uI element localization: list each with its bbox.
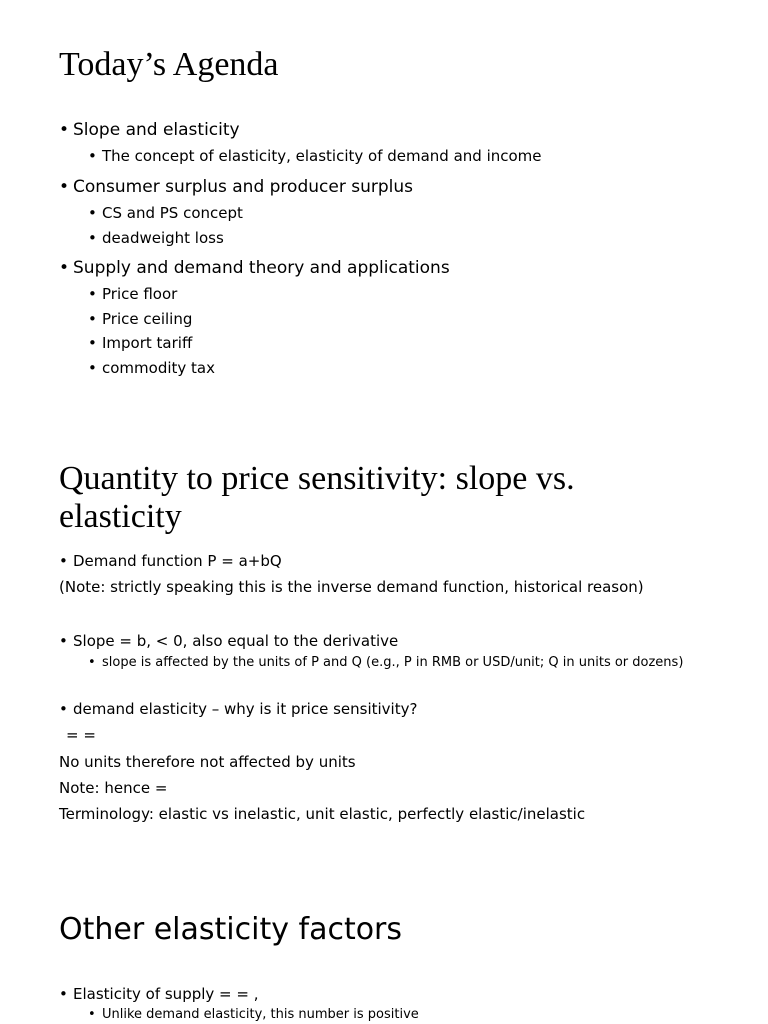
inverse-demand-note: (Note: strictly speaking this is the inverse demand function, historical reason) — [59, 578, 644, 596]
supply-elasticity-item: • Elasticity of supply = = , — [59, 985, 259, 1003]
agenda-title: Today’s Agenda — [59, 46, 279, 83]
bullet-icon: • — [59, 632, 68, 650]
agenda-subitem-2-1: • CS and PS concept — [88, 204, 243, 222]
slope-units-subitem: • slope is affected by the units of P and Q (e.g., P in RMB or USD/unit; Q in units or dozens) — [88, 655, 684, 670]
slope-item: • Slope = b, < 0, also equal to the derivative — [59, 632, 399, 650]
terminology-line: Terminology: elastic vs inelastic, unit elastic, perfectly elastic/inelastic — [59, 805, 586, 823]
sensitivity-title-line2: elasticity — [59, 498, 182, 535]
agenda-item-1: • Slope and elasticity — [59, 120, 240, 140]
demand-elasticity-item: • demand elasticity – why is it price sensitivity? — [59, 700, 418, 718]
agenda-subitem-3-2: • Price ceiling — [88, 310, 193, 328]
bullet-icon: • — [88, 310, 97, 328]
bullet-icon: • — [59, 177, 70, 197]
no-units-line: No units therefore not affected by units — [59, 753, 356, 771]
bullet-icon: • — [88, 285, 97, 303]
bullet-icon: • — [88, 204, 97, 222]
bullet-icon: • — [59, 552, 68, 570]
bullet-icon: • — [88, 655, 96, 670]
agenda-subitem-1-1: • The concept of elasticity, elasticity of demand and income — [88, 147, 542, 165]
bullet-icon: • — [88, 334, 97, 352]
bullet-icon: • — [88, 359, 97, 377]
bullet-icon: • — [88, 229, 97, 247]
bullet-icon: • — [88, 147, 97, 165]
bullet-icon: • — [59, 700, 68, 718]
agenda-subitem-2-2: • deadweight loss — [88, 229, 224, 247]
demand-function-item: • Demand function P = a+bQ — [59, 552, 282, 570]
bullet-icon: • — [59, 985, 68, 1003]
agenda-item-2: • Consumer surplus and producer surplus — [59, 177, 413, 197]
bullet-icon: • — [59, 120, 70, 140]
agenda-subitem-3-4: • commodity tax — [88, 359, 215, 377]
bullet-icon: • — [88, 1007, 96, 1022]
sensitivity-title-line1: Quantity to price sensitivity: slope vs. — [59, 460, 575, 497]
note-hence-line: Note: hence = — [59, 779, 168, 797]
other-factors-title: Other elasticity factors — [59, 912, 403, 947]
agenda-subitem-3-1: • Price floor — [88, 285, 178, 303]
agenda-item-3: • Supply and demand theory and applications — [59, 258, 450, 278]
agenda-subitem-3-3: • Import tariff — [88, 334, 193, 352]
bullet-icon: • — [59, 258, 70, 278]
supply-elasticity-note: • Unlike demand elasticity, this number is positive — [88, 1007, 419, 1022]
elasticity-equation-line: = = — [66, 726, 96, 744]
